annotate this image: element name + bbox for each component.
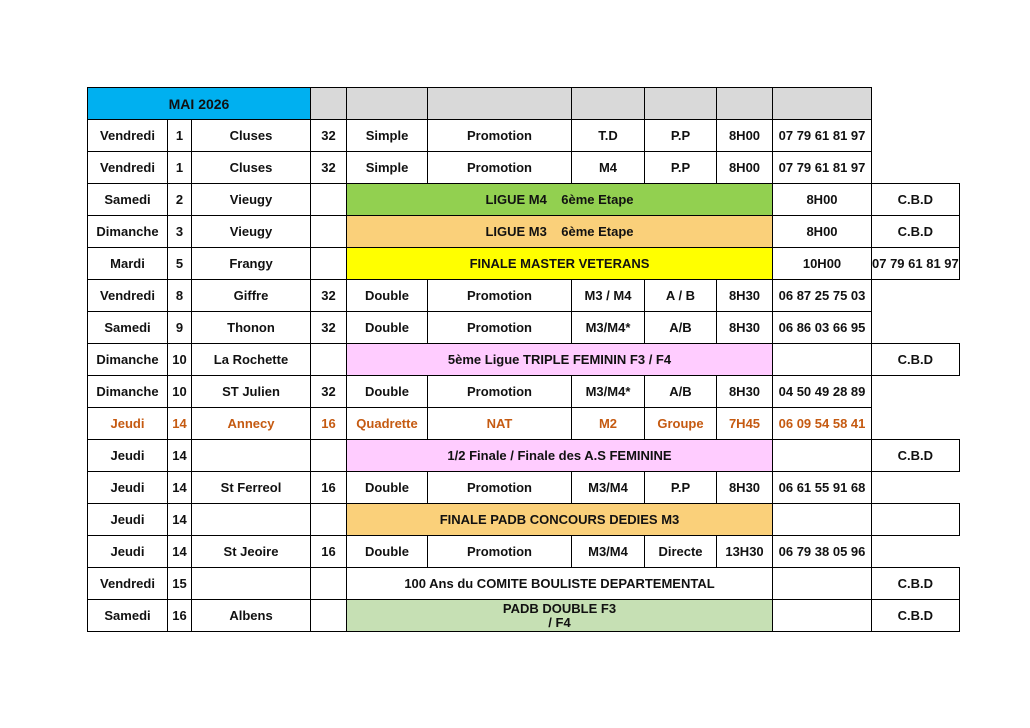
place-cell: ST Julien [192,376,311,408]
place-cell: Cluses [192,152,311,184]
day-cell: Vendredi [88,120,168,152]
table-row [88,248,960,280]
date-cell: 14 [168,504,192,536]
date-cell: 3 [168,216,192,248]
format-cell: Simple [347,152,428,184]
date-cell: 5 [168,248,192,280]
day-cell: Jeudi [88,408,168,440]
event-cell-wrapper [347,600,773,632]
date-cell: 1 [168,120,192,152]
time-cell [773,344,872,376]
header-blank [311,88,347,120]
table-row [88,568,960,600]
type-cell: Promotion [428,472,572,504]
contact-cell: 07 79 61 81 97 [773,152,872,184]
contact-cell: C.B.D [872,184,960,216]
table-row [88,536,960,568]
format-cell: Double [347,280,428,312]
teams-cell: 32 [311,376,347,408]
table-row [88,344,960,376]
table-row [88,216,960,248]
teams-cell [311,568,347,600]
place-cell: Vieugy [192,184,311,216]
teams-cell [311,504,347,536]
contact-cell: 06 86 03 66 95 [773,312,872,344]
type-cell: Promotion [428,120,572,152]
contact-cell: 06 09 54 58 41 [773,408,872,440]
date-cell: 15 [168,568,192,600]
table-row [88,120,960,152]
category-cell: M3 / M4 [572,280,645,312]
mode-cell: A/B [645,376,717,408]
date-cell: 14 [168,408,192,440]
date-cell: 9 [168,312,192,344]
day-cell: Samedi [88,312,168,344]
header-blank [428,88,572,120]
date-cell: 16 [168,600,192,632]
month-title: MAI 2026 [88,88,311,120]
mode-cell: A/B [645,312,717,344]
day-cell: Dimanche [88,216,168,248]
place-cell: La Rochette [192,344,311,376]
teams-cell: 16 [311,536,347,568]
header-blank [347,88,428,120]
contact-cell: C.B.D [872,344,960,376]
place-cell: St Jeoire [192,536,311,568]
day-cell: Vendredi [88,152,168,184]
format-cell: Simple [347,120,428,152]
place-cell [192,440,311,472]
place-cell: Albens [192,600,311,632]
time-cell: 13H30 [717,536,773,568]
date-cell: 2 [168,184,192,216]
day-cell: Vendredi [88,568,168,600]
type-cell: Promotion [428,152,572,184]
schedule-table [87,87,960,632]
table-row [88,152,960,184]
time-cell [773,440,872,472]
contact-cell [872,504,960,536]
time-cell [773,568,872,600]
day-cell: Jeudi [88,440,168,472]
category-cell: M3/M4* [572,312,645,344]
mode-cell: Groupe [645,408,717,440]
contact-cell: C.B.D [872,440,960,472]
day-cell: Jeudi [88,536,168,568]
date-cell: 14 [168,536,192,568]
day-cell: Samedi [88,184,168,216]
teams-cell: 32 [311,312,347,344]
table-row [88,600,960,632]
header-blank [773,88,872,120]
contact-cell: 07 79 61 81 97 [773,120,872,152]
mode-cell: A / B [645,280,717,312]
day-cell: Samedi [88,600,168,632]
place-cell: Cluses [192,120,311,152]
category-cell: M2 [572,408,645,440]
table-row [88,280,960,312]
time-cell: 8H30 [717,472,773,504]
teams-cell: 32 [311,152,347,184]
format-cell: Quadrette [347,408,428,440]
place-cell [192,568,311,600]
place-cell: Giffre [192,280,311,312]
teams-cell [311,248,347,280]
contact-cell: 04 50 49 28 89 [773,376,872,408]
table-row [88,472,960,504]
place-cell: St Ferreol [192,472,311,504]
mode-cell: P.P [645,120,717,152]
time-cell: 8H00 [773,216,872,248]
table-row [88,440,960,472]
table-row [88,504,960,536]
contact-cell: 06 79 38 05 96 [773,536,872,568]
format-cell: Double [347,472,428,504]
event-cell: FINALE MASTER VETERANS [347,248,773,280]
time-cell: 8H00 [717,152,773,184]
category-cell: M4 [572,152,645,184]
header-blank [572,88,645,120]
time-cell [773,504,872,536]
type-cell: Promotion [428,376,572,408]
event-cell: 100 Ans du COMITE BOULISTE DEPARTEMENTAL [347,568,773,600]
contact-cell: 07 79 61 81 97 [872,248,960,280]
teams-cell: 16 [311,408,347,440]
date-cell: 14 [168,440,192,472]
event-cell: LIGUE M4 6ème Etape [347,184,773,216]
table-row [88,312,960,344]
teams-cell: 32 [311,280,347,312]
time-cell: 8H30 [717,376,773,408]
event-cell: LIGUE M3 6ème Etape [347,216,773,248]
table-row [88,408,960,440]
mode-cell: P.P [645,152,717,184]
teams-cell [311,440,347,472]
contact-cell: C.B.D [872,568,960,600]
mode-cell: P.P [645,472,717,504]
time-cell: 8H30 [717,312,773,344]
teams-cell [311,600,347,632]
time-cell: 8H00 [717,120,773,152]
contact-cell: C.B.D [872,600,960,632]
date-cell: 8 [168,280,192,312]
header-blank [717,88,773,120]
place-cell: Annecy [192,408,311,440]
type-cell: Promotion [428,312,572,344]
event-cell: 1/2 Finale / Finale des A.S FEMININE [347,440,773,472]
day-cell: Vendredi [88,280,168,312]
event-cell: PADB DOUBLE F3 / F4 [502,600,617,630]
day-cell: Dimanche [88,344,168,376]
header-row [88,88,960,120]
day-cell: Dimanche [88,376,168,408]
date-cell: 14 [168,472,192,504]
time-cell: 7H45 [717,408,773,440]
time-cell: 10H00 [773,248,872,280]
teams-cell: 16 [311,472,347,504]
teams-cell [311,184,347,216]
time-cell: 8H00 [773,184,872,216]
place-cell [192,504,311,536]
category-cell: T.D [572,120,645,152]
type-cell: NAT [428,408,572,440]
date-cell: 10 [168,376,192,408]
category-cell: M3/M4 [572,536,645,568]
date-cell: 10 [168,344,192,376]
teams-cell [311,216,347,248]
format-cell: Double [347,376,428,408]
mode-cell: Directe [645,536,717,568]
time-cell: 8H30 [717,280,773,312]
type-cell: Promotion [428,280,572,312]
format-cell: Double [347,312,428,344]
place-cell: Frangy [192,248,311,280]
event-cell: 5ème Ligue TRIPLE FEMININ F3 / F4 [347,344,773,376]
table-row [88,376,960,408]
format-cell: Double [347,536,428,568]
day-cell: Mardi [88,248,168,280]
teams-cell [311,344,347,376]
contact-cell: C.B.D [872,216,960,248]
teams-cell: 32 [311,120,347,152]
table-row [88,184,960,216]
date-cell: 1 [168,152,192,184]
event-cell: FINALE PADB CONCOURS DEDIES M3 [347,504,773,536]
place-cell: Thonon [192,312,311,344]
day-cell: Jeudi [88,472,168,504]
time-cell [773,600,872,632]
header-blank [645,88,717,120]
category-cell: M3/M4* [572,376,645,408]
category-cell: M3/M4 [572,472,645,504]
contact-cell: 06 87 25 75 03 [773,280,872,312]
contact-cell: 06 61 55 91 68 [773,472,872,504]
day-cell: Jeudi [88,504,168,536]
type-cell: Promotion [428,536,572,568]
place-cell: Vieugy [192,216,311,248]
